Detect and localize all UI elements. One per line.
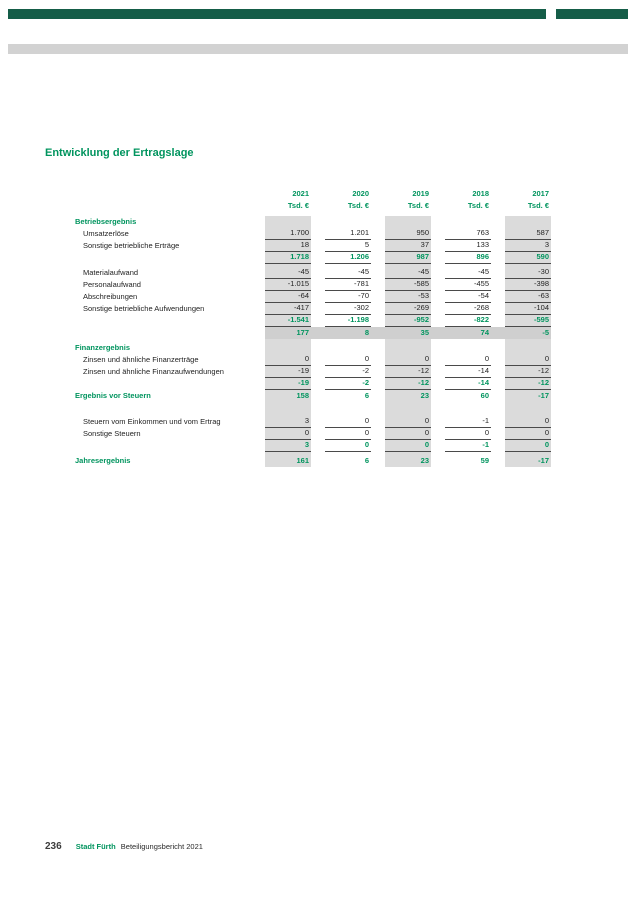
value-cell-2017: -5 bbox=[542, 328, 549, 337]
value-cell-2019: 0 bbox=[385, 354, 431, 366]
value-cell-2019: 23 bbox=[420, 456, 429, 465]
unit-header-2020: Tsd. € bbox=[347, 201, 369, 210]
table-row-subtotal bbox=[75, 440, 551, 452]
value-cell-2017: -63 bbox=[505, 291, 551, 303]
table-row-sonstige-betriebliche-erträge bbox=[75, 240, 551, 252]
row-values bbox=[265, 428, 551, 440]
unit-header-2018: Tsd. € bbox=[467, 201, 489, 210]
value-cell-2020: 5 bbox=[325, 240, 371, 252]
value-cell-2020: -302 bbox=[325, 303, 371, 315]
row-values bbox=[265, 455, 551, 467]
row-values bbox=[265, 315, 551, 327]
value-cell-2017: 3 bbox=[505, 240, 551, 252]
value-cell-2019: -12 bbox=[385, 378, 431, 390]
table-row-result bbox=[75, 327, 551, 339]
table-row-personalaufwand bbox=[75, 279, 551, 291]
value-cell-2020: 0 bbox=[325, 428, 371, 440]
value-cell-2019: 0 bbox=[385, 440, 431, 452]
value-cell-2019: 0 bbox=[385, 416, 431, 428]
year-header-2018: 2018 bbox=[472, 189, 489, 198]
row-values bbox=[265, 267, 551, 279]
value-cell-2020: -781 bbox=[325, 279, 371, 291]
table-row-finanzergebnis bbox=[75, 342, 551, 354]
report-name bbox=[76, 842, 203, 851]
value-cell-2020: 6 bbox=[364, 456, 369, 465]
value-cell-2017: -12 bbox=[505, 366, 551, 378]
value-cell-2017: -595 bbox=[505, 315, 551, 327]
row-values bbox=[265, 390, 551, 402]
top-bar-primary bbox=[8, 9, 546, 19]
row-values bbox=[265, 279, 551, 291]
table-row-materialaufwand bbox=[75, 267, 551, 279]
value-cell-2017: -104 bbox=[505, 303, 551, 315]
row-values bbox=[265, 291, 551, 303]
value-cell-2020: -1.198 bbox=[325, 315, 371, 327]
unit-header-2021: Tsd. € bbox=[287, 201, 309, 210]
row-label: Jahresergebnis bbox=[75, 456, 131, 465]
value-cell-2018: 0 bbox=[445, 354, 491, 366]
value-cell-2019: 950 bbox=[385, 228, 431, 240]
unit-header-cells bbox=[265, 200, 551, 212]
value-cell-2021: 3 bbox=[265, 440, 311, 452]
value-cell-2017: -12 bbox=[505, 378, 551, 390]
value-cell-2021: -19 bbox=[265, 378, 311, 390]
year-header-2020: 2020 bbox=[352, 189, 369, 198]
value-cell-2017: -17 bbox=[538, 456, 549, 465]
value-cell-2021: -19 bbox=[265, 366, 311, 378]
row-label: Sonstige Steuern bbox=[83, 429, 141, 438]
value-cell-2017: -30 bbox=[505, 267, 551, 279]
row-values bbox=[265, 366, 551, 378]
value-cell-2020: -45 bbox=[325, 267, 371, 279]
value-cell-2018: -1 bbox=[445, 416, 491, 428]
value-cell-2017: 587 bbox=[505, 228, 551, 240]
row-values bbox=[265, 354, 551, 366]
value-cell-2021: 158 bbox=[296, 391, 309, 400]
value-cell-2018: 133 bbox=[445, 240, 491, 252]
table-row-subtotal bbox=[75, 315, 551, 327]
table-row-subtotal bbox=[75, 252, 551, 264]
value-cell-2021: 3 bbox=[265, 416, 311, 428]
value-cell-2020: 1.206 bbox=[325, 252, 371, 264]
value-cell-2021: -1.541 bbox=[265, 315, 311, 327]
value-cell-2021: 18 bbox=[265, 240, 311, 252]
table-row-spacer_large bbox=[75, 402, 551, 416]
value-cell-2021: -45 bbox=[265, 267, 311, 279]
value-cell-2018: 763 bbox=[445, 228, 491, 240]
row-label: Sonstige betriebliche Aufwendungen bbox=[83, 304, 205, 313]
value-cell-2019: 23 bbox=[420, 391, 429, 400]
value-cell-2021: 161 bbox=[296, 456, 309, 465]
value-cell-2019: 37 bbox=[385, 240, 431, 252]
page-title: Entwicklung der Ertragslage bbox=[45, 147, 194, 159]
value-cell-2021: 1.700 bbox=[265, 228, 311, 240]
value-cell-2021: 177 bbox=[296, 328, 309, 337]
value-cell-2020: 0 bbox=[325, 416, 371, 428]
table-row-ergebnis-vor-steuern bbox=[75, 390, 551, 402]
row-label: Steuern vom Einkommen und vom Ertrag bbox=[83, 417, 221, 426]
report-name-bold: Stadt Fürth bbox=[75, 842, 116, 851]
row-values bbox=[265, 378, 551, 390]
value-cell-2020: -2 bbox=[325, 366, 371, 378]
value-cell-2017: 590 bbox=[505, 252, 551, 264]
value-cell-2018: 59 bbox=[480, 456, 489, 465]
table-row-sonstige-betriebliche-aufwendungen bbox=[75, 303, 551, 315]
table-row-umsatzerlöse bbox=[75, 228, 551, 240]
header-label-spacer bbox=[75, 211, 265, 212]
row-label: Personalaufwand bbox=[83, 280, 141, 289]
value-cell-2017: 0 bbox=[505, 354, 551, 366]
value-cell-2017: 0 bbox=[505, 428, 551, 440]
table-row-subtotal bbox=[75, 378, 551, 390]
row-label: Ergebnis vor Steuern bbox=[75, 391, 151, 400]
table-row-zinsen-und-ähnliche-finanzerträge bbox=[75, 354, 551, 366]
value-cell-2019: -53 bbox=[385, 291, 431, 303]
row-values bbox=[265, 327, 551, 339]
value-cell-2018: -455 bbox=[445, 279, 491, 291]
value-cell-2017: 0 bbox=[505, 440, 551, 452]
top-bar-secondary bbox=[556, 9, 628, 19]
row-values bbox=[265, 440, 551, 452]
row-label: Sonstige betriebliche Erträge bbox=[83, 241, 180, 250]
value-cell-2020: 0 bbox=[325, 354, 371, 366]
year-header-2017: 2017 bbox=[532, 189, 549, 198]
table-row-abschreibungen bbox=[75, 291, 551, 303]
row-label: Zinsen und ähnliche Finanzerträge bbox=[83, 355, 199, 364]
value-cell-2018: -14 bbox=[445, 378, 491, 390]
value-cell-2017: 0 bbox=[505, 416, 551, 428]
row-values bbox=[265, 240, 551, 252]
page-footer bbox=[45, 841, 203, 852]
value-cell-2018: -14 bbox=[445, 366, 491, 378]
value-cell-2019: 987 bbox=[385, 252, 431, 264]
value-cell-2017: -17 bbox=[538, 391, 549, 400]
table-row-betriebsergebnis bbox=[75, 216, 551, 228]
table-row-zinsen-und-ähnliche-finanzaufwendungen bbox=[75, 366, 551, 378]
value-cell-2018: -268 bbox=[445, 303, 491, 315]
value-cell-2019: -269 bbox=[385, 303, 431, 315]
value-cell-2021: -1.015 bbox=[265, 279, 311, 291]
value-cell-2018: 896 bbox=[445, 252, 491, 264]
value-cell-2020: -70 bbox=[325, 291, 371, 303]
value-cell-2021: 1.718 bbox=[265, 252, 311, 264]
row-label: Betriebsergebnis bbox=[75, 217, 137, 226]
earnings-table bbox=[75, 188, 551, 467]
row-values bbox=[265, 416, 551, 428]
value-cell-2021: -417 bbox=[265, 303, 311, 315]
value-cell-2020: 6 bbox=[364, 391, 369, 400]
value-cell-2018: 74 bbox=[480, 328, 489, 337]
unit-header-2017: Tsd. € bbox=[527, 201, 549, 210]
value-cell-2019: 35 bbox=[420, 328, 429, 337]
report-name-rest: Beteiligungsbericht 2021 bbox=[120, 842, 203, 851]
value-cell-2018: -54 bbox=[445, 291, 491, 303]
year-header-cells bbox=[265, 188, 551, 200]
value-cell-2019: -952 bbox=[385, 315, 431, 327]
year-header-2021: 2021 bbox=[292, 189, 309, 198]
row-label: Materialaufwand bbox=[83, 268, 139, 277]
year-header-2019: 2019 bbox=[412, 189, 429, 198]
row-values bbox=[265, 252, 551, 264]
row-label: Zinsen und ähnliche Finanzaufwendungen bbox=[83, 367, 224, 376]
row-label: Umsatzerlöse bbox=[83, 229, 129, 238]
value-cell-2019: -45 bbox=[385, 267, 431, 279]
value-cell-2018: -822 bbox=[445, 315, 491, 327]
value-cell-2018: 60 bbox=[480, 391, 489, 400]
unit-header-2019: Tsd. € bbox=[407, 201, 429, 210]
value-cell-2020: 0 bbox=[325, 440, 371, 452]
value-cell-2020: 8 bbox=[364, 328, 369, 337]
page-number: 236 bbox=[45, 841, 62, 852]
value-cell-2021: -64 bbox=[265, 291, 311, 303]
row-values bbox=[265, 228, 551, 240]
row-label: Abschreibungen bbox=[83, 292, 138, 301]
value-cell-2019: 0 bbox=[385, 428, 431, 440]
header-gray-bar bbox=[8, 44, 628, 54]
value-cell-2020: -2 bbox=[325, 378, 371, 390]
table-years-row bbox=[75, 188, 551, 200]
table-header bbox=[75, 188, 551, 212]
row-label: Finanzergebnis bbox=[75, 343, 131, 352]
value-cell-2021: 0 bbox=[265, 354, 311, 366]
value-cell-2017: -398 bbox=[505, 279, 551, 291]
table-body bbox=[75, 216, 551, 467]
value-cell-2021: 0 bbox=[265, 428, 311, 440]
table-units-row bbox=[75, 200, 551, 212]
table-row-steuern-vom-einkommen-und-vom-ertrag bbox=[75, 416, 551, 428]
table-row-sonstige-steuern bbox=[75, 428, 551, 440]
value-cell-2018: 0 bbox=[445, 428, 491, 440]
value-cell-2018: -1 bbox=[445, 440, 491, 452]
value-cell-2019: -585 bbox=[385, 279, 431, 291]
value-cell-2018: -45 bbox=[445, 267, 491, 279]
value-cell-2020: 1.201 bbox=[325, 228, 371, 240]
value-cell-2019: -12 bbox=[385, 366, 431, 378]
row-values bbox=[265, 303, 551, 315]
table-row-jahresergebnis bbox=[75, 455, 551, 467]
